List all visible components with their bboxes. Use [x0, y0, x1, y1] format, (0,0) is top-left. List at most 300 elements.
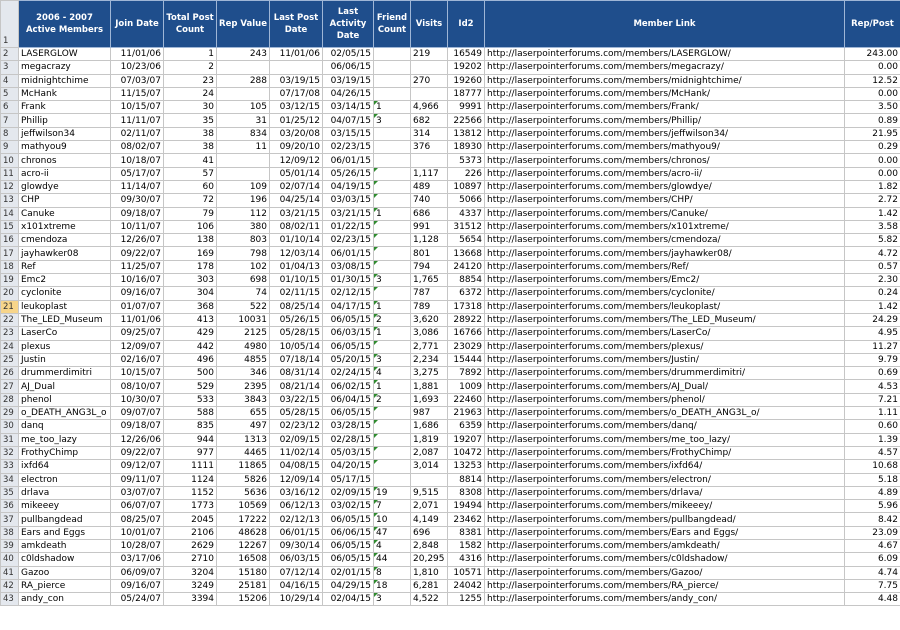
- last-post-date-cell[interactable]: 12/09/14: [270, 473, 323, 486]
- friend-count-cell[interactable]: [374, 74, 411, 87]
- member-link-cell[interactable]: http://laserpointerforums.com/members/plexus/: [485, 340, 845, 353]
- id2-cell[interactable]: 4337: [448, 207, 485, 220]
- member-link-cell[interactable]: http://laserpointerforums.com/members/acro-ii/: [485, 167, 845, 180]
- row-number[interactable]: 20: [1, 287, 19, 300]
- friend-count-cell[interactable]: [374, 154, 411, 167]
- member-link-cell[interactable]: http://laserpointerforums.com/members/mikeeey/: [485, 500, 845, 513]
- rep-per-post-cell[interactable]: 12.52: [845, 74, 900, 87]
- join-date-cell[interactable]: 08/10/07: [111, 380, 164, 393]
- post-count-cell[interactable]: 23: [164, 74, 217, 87]
- member-link-cell[interactable]: http://laserpointerforums.com/members/CHP/: [485, 194, 845, 207]
- last-post-date-cell[interactable]: 08/31/14: [270, 367, 323, 380]
- rep-per-post-cell[interactable]: 4.89: [845, 486, 900, 499]
- member-name-cell[interactable]: Gazoo: [19, 566, 111, 579]
- rep-value-cell[interactable]: 3843: [217, 393, 270, 406]
- visits-cell[interactable]: 270: [411, 74, 448, 87]
- visits-cell[interactable]: 1,686: [411, 420, 448, 433]
- friend-count-cell[interactable]: [374, 460, 411, 473]
- member-name-cell[interactable]: megacrazy: [19, 61, 111, 74]
- member-name-cell[interactable]: me_too_lazy: [19, 433, 111, 446]
- id2-cell[interactable]: 23462: [448, 513, 485, 526]
- last-post-date-cell[interactable]: 06/12/13: [270, 500, 323, 513]
- id2-cell[interactable]: 5066: [448, 194, 485, 207]
- post-count-cell[interactable]: 977: [164, 446, 217, 459]
- last-post-date-cell[interactable]: 03/20/08: [270, 127, 323, 140]
- join-date-cell[interactable]: 10/16/07: [111, 274, 164, 287]
- rep-per-post-cell[interactable]: 1.39: [845, 433, 900, 446]
- row-number[interactable]: 41: [1, 566, 19, 579]
- last-activity-date-cell[interactable]: 06/05/15: [323, 313, 374, 326]
- join-date-cell[interactable]: 08/02/07: [111, 141, 164, 154]
- row-number[interactable]: 16: [1, 234, 19, 247]
- friend-count-cell[interactable]: [374, 260, 411, 273]
- col-header-join-date[interactable]: Join Date: [111, 1, 164, 48]
- last-post-date-cell[interactable]: 07/18/14: [270, 353, 323, 366]
- last-activity-date-cell[interactable]: 04/20/15: [323, 460, 374, 473]
- row-number[interactable]: 35: [1, 486, 19, 499]
- member-link-cell[interactable]: http://laserpointerforums.com/members/Phillip/: [485, 114, 845, 127]
- last-post-date-cell[interactable]: 01/04/13: [270, 260, 323, 273]
- id2-cell[interactable]: 8854: [448, 274, 485, 287]
- friend-count-cell[interactable]: [374, 473, 411, 486]
- last-post-date-cell[interactable]: 08/21/14: [270, 380, 323, 393]
- rep-per-post-cell[interactable]: 0.60: [845, 420, 900, 433]
- join-date-cell[interactable]: 12/26/06: [111, 433, 164, 446]
- friend-count-cell[interactable]: [374, 61, 411, 74]
- id2-cell[interactable]: 13812: [448, 127, 485, 140]
- post-count-cell[interactable]: 72: [164, 194, 217, 207]
- visits-cell[interactable]: [411, 87, 448, 100]
- rep-value-cell[interactable]: 4855: [217, 353, 270, 366]
- post-count-cell[interactable]: 35: [164, 114, 217, 127]
- row-number[interactable]: 13: [1, 194, 19, 207]
- id2-cell[interactable]: 8381: [448, 526, 485, 539]
- row-number[interactable]: 30: [1, 420, 19, 433]
- last-activity-date-cell[interactable]: 06/05/15: [323, 539, 374, 552]
- row-number[interactable]: 22: [1, 313, 19, 326]
- post-count-cell[interactable]: 1773: [164, 500, 217, 513]
- visits-cell[interactable]: 1,693: [411, 393, 448, 406]
- post-count-cell[interactable]: 57: [164, 167, 217, 180]
- id2-cell[interactable]: 8814: [448, 473, 485, 486]
- rep-per-post-cell[interactable]: 8.42: [845, 513, 900, 526]
- member-name-cell[interactable]: electron: [19, 473, 111, 486]
- rep-per-post-cell[interactable]: 0.00: [845, 167, 900, 180]
- post-count-cell[interactable]: 533: [164, 393, 217, 406]
- join-date-cell[interactable]: 12/09/07: [111, 340, 164, 353]
- post-count-cell[interactable]: 1124: [164, 473, 217, 486]
- friend-count-cell[interactable]: [374, 180, 411, 193]
- member-link-cell[interactable]: http://laserpointerforums.com/members/cmendoza/: [485, 234, 845, 247]
- visits-cell[interactable]: 787: [411, 287, 448, 300]
- visits-cell[interactable]: 740: [411, 194, 448, 207]
- post-count-cell[interactable]: 106: [164, 220, 217, 233]
- rep-value-cell[interactable]: 15180: [217, 566, 270, 579]
- friend-count-cell[interactable]: 3: [374, 593, 411, 606]
- id2-cell[interactable]: 19202: [448, 61, 485, 74]
- rep-per-post-cell[interactable]: 0.89: [845, 114, 900, 127]
- rep-per-post-cell[interactable]: 1.42: [845, 207, 900, 220]
- rep-per-post-cell[interactable]: 5.96: [845, 500, 900, 513]
- visits-cell[interactable]: 3,014: [411, 460, 448, 473]
- id2-cell[interactable]: 16766: [448, 327, 485, 340]
- id2-cell[interactable]: 1582: [448, 539, 485, 552]
- post-count-cell[interactable]: 3204: [164, 566, 217, 579]
- last-activity-date-cell[interactable]: 01/22/15: [323, 220, 374, 233]
- member-name-cell[interactable]: Frank: [19, 101, 111, 114]
- post-count-cell[interactable]: 79: [164, 207, 217, 220]
- rep-value-cell[interactable]: 380: [217, 220, 270, 233]
- member-link-cell[interactable]: http://laserpointerforums.com/members/andy_con/: [485, 593, 845, 606]
- member-name-cell[interactable]: cyclonite: [19, 287, 111, 300]
- member-name-cell[interactable]: leukoplast: [19, 300, 111, 313]
- friend-count-cell[interactable]: 1: [374, 300, 411, 313]
- col-header-last-post-date[interactable]: Last Post Date: [270, 1, 323, 48]
- rep-per-post-cell[interactable]: 10.68: [845, 460, 900, 473]
- last-activity-date-cell[interactable]: 03/15/15: [323, 127, 374, 140]
- join-date-cell[interactable]: 11/11/07: [111, 114, 164, 127]
- rep-value-cell[interactable]: [217, 154, 270, 167]
- member-link-cell[interactable]: http://laserpointerforums.com/members/Ref/: [485, 260, 845, 273]
- member-name-cell[interactable]: The_LED_Museum: [19, 313, 111, 326]
- member-name-cell[interactable]: LASERGLOW: [19, 48, 111, 61]
- member-name-cell[interactable]: cmendoza: [19, 234, 111, 247]
- last-activity-date-cell[interactable]: 02/04/15: [323, 593, 374, 606]
- last-post-date-cell[interactable]: 02/23/12: [270, 420, 323, 433]
- member-name-cell[interactable]: CHP: [19, 194, 111, 207]
- rep-per-post-cell[interactable]: 4.57: [845, 446, 900, 459]
- member-name-cell[interactable]: drummerdimitri: [19, 367, 111, 380]
- member-link-cell[interactable]: http://laserpointerforums.com/members/cyclonite/: [485, 287, 845, 300]
- post-count-cell[interactable]: 138: [164, 234, 217, 247]
- last-activity-date-cell[interactable]: 06/01/15: [323, 247, 374, 260]
- join-date-cell[interactable]: 01/07/07: [111, 300, 164, 313]
- member-link-cell[interactable]: http://laserpointerforums.com/members/danq/: [485, 420, 845, 433]
- join-date-cell[interactable]: 09/11/07: [111, 473, 164, 486]
- join-date-cell[interactable]: 09/18/07: [111, 207, 164, 220]
- member-link-cell[interactable]: http://laserpointerforums.com/members/megacrazy/: [485, 61, 845, 74]
- post-count-cell[interactable]: 3394: [164, 593, 217, 606]
- visits-cell[interactable]: 1,128: [411, 234, 448, 247]
- join-date-cell[interactable]: 09/25/07: [111, 327, 164, 340]
- member-link-cell[interactable]: http://laserpointerforums.com/members/jayhawker08/: [485, 247, 845, 260]
- visits-cell[interactable]: 1,881: [411, 380, 448, 393]
- visits-cell[interactable]: 2,071: [411, 500, 448, 513]
- member-link-cell[interactable]: http://laserpointerforums.com/members/Emc2/: [485, 274, 845, 287]
- member-name-cell[interactable]: danq: [19, 420, 111, 433]
- visits-cell[interactable]: 696: [411, 526, 448, 539]
- friend-count-cell[interactable]: 2: [374, 313, 411, 326]
- join-date-cell[interactable]: 09/16/07: [111, 579, 164, 592]
- post-count-cell[interactable]: 3249: [164, 579, 217, 592]
- rep-per-post-cell[interactable]: 4.53: [845, 380, 900, 393]
- join-date-cell[interactable]: 10/15/07: [111, 367, 164, 380]
- friend-count-cell[interactable]: [374, 48, 411, 61]
- rep-value-cell[interactable]: 10031: [217, 313, 270, 326]
- post-count-cell[interactable]: 368: [164, 300, 217, 313]
- last-post-date-cell[interactable]: 03/12/15: [270, 101, 323, 114]
- id2-cell[interactable]: 15444: [448, 353, 485, 366]
- last-post-date-cell[interactable]: 03/19/15: [270, 74, 323, 87]
- rep-value-cell[interactable]: [217, 61, 270, 74]
- rep-per-post-cell[interactable]: 3.58: [845, 220, 900, 233]
- member-link-cell[interactable]: http://laserpointerforums.com/members/c0ldshadow/: [485, 553, 845, 566]
- visits-cell[interactable]: 6,281: [411, 579, 448, 592]
- row-number[interactable]: 1: [1, 1, 19, 48]
- last-post-date-cell[interactable]: 05/01/14: [270, 167, 323, 180]
- id2-cell[interactable]: 31512: [448, 220, 485, 233]
- last-activity-date-cell[interactable]: 03/19/15: [323, 74, 374, 87]
- member-name-cell[interactable]: jeffwilson34: [19, 127, 111, 140]
- last-activity-date-cell[interactable]: 05/03/15: [323, 446, 374, 459]
- row-number[interactable]: 15: [1, 220, 19, 233]
- rep-value-cell[interactable]: 15206: [217, 593, 270, 606]
- friend-count-cell[interactable]: [374, 141, 411, 154]
- row-number[interactable]: 28: [1, 393, 19, 406]
- id2-cell[interactable]: 13668: [448, 247, 485, 260]
- last-post-date-cell[interactable]: 04/16/15: [270, 579, 323, 592]
- last-post-date-cell[interactable]: 01/10/14: [270, 234, 323, 247]
- rep-value-cell[interactable]: 196: [217, 194, 270, 207]
- visits-cell[interactable]: 801: [411, 247, 448, 260]
- row-number[interactable]: 9: [1, 141, 19, 154]
- join-date-cell[interactable]: 03/17/06: [111, 553, 164, 566]
- last-activity-date-cell[interactable]: 03/08/15: [323, 260, 374, 273]
- id2-cell[interactable]: 21963: [448, 407, 485, 420]
- id2-cell[interactable]: 22460: [448, 393, 485, 406]
- member-link-cell[interactable]: http://laserpointerforums.com/members/Canuke/: [485, 207, 845, 220]
- col-header-member-link[interactable]: Member Link: [485, 1, 845, 48]
- last-activity-date-cell[interactable]: 06/05/15: [323, 553, 374, 566]
- row-number[interactable]: 33: [1, 460, 19, 473]
- post-count-cell[interactable]: 2710: [164, 553, 217, 566]
- friend-count-cell[interactable]: [374, 127, 411, 140]
- friend-count-cell[interactable]: [374, 247, 411, 260]
- post-count-cell[interactable]: 2: [164, 61, 217, 74]
- join-date-cell[interactable]: 10/18/07: [111, 154, 164, 167]
- visits-cell[interactable]: 1,819: [411, 433, 448, 446]
- rep-value-cell[interactable]: 4465: [217, 446, 270, 459]
- rep-per-post-cell[interactable]: 0.69: [845, 367, 900, 380]
- rep-per-post-cell[interactable]: 4.67: [845, 539, 900, 552]
- id2-cell[interactable]: 16549: [448, 48, 485, 61]
- visits-cell[interactable]: 794: [411, 260, 448, 273]
- member-link-cell[interactable]: http://laserpointerforums.com/members/FrothyChimp/: [485, 446, 845, 459]
- last-post-date-cell[interactable]: 06/03/15: [270, 553, 323, 566]
- row-number[interactable]: 10: [1, 154, 19, 167]
- member-link-cell[interactable]: http://laserpointerforums.com/members/jeffwilson34/: [485, 127, 845, 140]
- post-count-cell[interactable]: 1: [164, 48, 217, 61]
- col-header-friend-count[interactable]: Friend Count: [374, 1, 411, 48]
- last-post-date-cell[interactable]: 09/20/10: [270, 141, 323, 154]
- member-link-cell[interactable]: http://laserpointerforums.com/members/mathyou9/: [485, 141, 845, 154]
- join-date-cell[interactable]: 11/25/07: [111, 260, 164, 273]
- visits-cell[interactable]: 1,765: [411, 274, 448, 287]
- visits-cell[interactable]: 2,848: [411, 539, 448, 552]
- member-name-cell[interactable]: drlava: [19, 486, 111, 499]
- member-name-cell[interactable]: ixfd64: [19, 460, 111, 473]
- rep-per-post-cell[interactable]: 1.82: [845, 180, 900, 193]
- last-post-date-cell[interactable]: 02/09/15: [270, 433, 323, 446]
- member-link-cell[interactable]: http://laserpointerforums.com/members/LASERGLOW/: [485, 48, 845, 61]
- last-post-date-cell[interactable]: 03/16/12: [270, 486, 323, 499]
- member-link-cell[interactable]: http://laserpointerforums.com/members/RA_pierce/: [485, 579, 845, 592]
- friend-count-cell[interactable]: [374, 234, 411, 247]
- visits-cell[interactable]: 1,810: [411, 566, 448, 579]
- friend-count-cell[interactable]: 4: [374, 539, 411, 552]
- col-header-visits[interactable]: Visits: [411, 1, 448, 48]
- id2-cell[interactable]: 10472: [448, 446, 485, 459]
- id2-cell[interactable]: 1255: [448, 593, 485, 606]
- member-link-cell[interactable]: http://laserpointerforums.com/members/Justin/: [485, 353, 845, 366]
- friend-count-cell[interactable]: 3: [374, 114, 411, 127]
- member-name-cell[interactable]: glowdye: [19, 180, 111, 193]
- id2-cell[interactable]: 24042: [448, 579, 485, 592]
- join-date-cell[interactable]: 02/11/07: [111, 127, 164, 140]
- member-name-cell[interactable]: AJ_Dual: [19, 380, 111, 393]
- visits-cell[interactable]: 3,275: [411, 367, 448, 380]
- rep-value-cell[interactable]: [217, 167, 270, 180]
- visits-cell[interactable]: 489: [411, 180, 448, 193]
- join-date-cell[interactable]: 07/03/07: [111, 74, 164, 87]
- last-activity-date-cell[interactable]: 02/01/15: [323, 566, 374, 579]
- visits-cell[interactable]: [411, 473, 448, 486]
- visits-cell[interactable]: 9,515: [411, 486, 448, 499]
- rep-value-cell[interactable]: [217, 87, 270, 100]
- friend-count-cell[interactable]: 2: [374, 393, 411, 406]
- col-header-last-activity-date[interactable]: Last Activity Date: [323, 1, 374, 48]
- last-activity-date-cell[interactable]: 06/04/15: [323, 393, 374, 406]
- post-count-cell[interactable]: 60: [164, 180, 217, 193]
- friend-count-cell[interactable]: 4: [374, 367, 411, 380]
- row-number[interactable]: 5: [1, 87, 19, 100]
- join-date-cell[interactable]: 09/30/07: [111, 194, 164, 207]
- last-post-date-cell[interactable]: 03/21/15: [270, 207, 323, 220]
- last-post-date-cell[interactable]: 05/26/15: [270, 313, 323, 326]
- rep-per-post-cell[interactable]: 11.27: [845, 340, 900, 353]
- member-name-cell[interactable]: acro-ii: [19, 167, 111, 180]
- rep-value-cell[interactable]: 497: [217, 420, 270, 433]
- rep-per-post-cell[interactable]: 2.72: [845, 194, 900, 207]
- visits-cell[interactable]: 686: [411, 207, 448, 220]
- member-link-cell[interactable]: http://laserpointerforums.com/members/chronos/: [485, 154, 845, 167]
- member-link-cell[interactable]: http://laserpointerforums.com/members/McHank/: [485, 87, 845, 100]
- last-post-date-cell[interactable]: 05/28/15: [270, 407, 323, 420]
- rep-per-post-cell[interactable]: 0.29: [845, 141, 900, 154]
- member-link-cell[interactable]: http://laserpointerforums.com/members/glowdye/: [485, 180, 845, 193]
- id2-cell[interactable]: 8308: [448, 486, 485, 499]
- member-name-cell[interactable]: mathyou9: [19, 141, 111, 154]
- post-count-cell[interactable]: 38: [164, 141, 217, 154]
- member-link-cell[interactable]: http://laserpointerforums.com/members/AJ_Dual/: [485, 380, 845, 393]
- friend-count-cell[interactable]: [374, 87, 411, 100]
- row-number[interactable]: 24: [1, 340, 19, 353]
- row-number[interactable]: 40: [1, 553, 19, 566]
- rep-per-post-cell[interactable]: 1.11: [845, 407, 900, 420]
- member-name-cell[interactable]: x101xtreme: [19, 220, 111, 233]
- visits-cell[interactable]: 987: [411, 407, 448, 420]
- friend-count-cell[interactable]: 1: [374, 101, 411, 114]
- member-name-cell[interactable]: o_DEATH_ANG3L_o: [19, 407, 111, 420]
- rep-per-post-cell[interactable]: 3.50: [845, 101, 900, 114]
- rep-value-cell[interactable]: 5636: [217, 486, 270, 499]
- row-number[interactable]: 43: [1, 593, 19, 606]
- last-activity-date-cell[interactable]: 06/05/15: [323, 513, 374, 526]
- join-date-cell[interactable]: 10/15/07: [111, 101, 164, 114]
- row-number[interactable]: 2: [1, 48, 19, 61]
- row-number[interactable]: 19: [1, 274, 19, 287]
- rep-value-cell[interactable]: 11865: [217, 460, 270, 473]
- last-activity-date-cell[interactable]: 02/24/15: [323, 367, 374, 380]
- post-count-cell[interactable]: 1111: [164, 460, 217, 473]
- rep-per-post-cell[interactable]: 21.95: [845, 127, 900, 140]
- row-number[interactable]: 23: [1, 327, 19, 340]
- friend-count-cell[interactable]: 1: [374, 207, 411, 220]
- rep-value-cell[interactable]: 655: [217, 407, 270, 420]
- rep-value-cell[interactable]: 16508: [217, 553, 270, 566]
- last-post-date-cell[interactable]: 04/25/14: [270, 194, 323, 207]
- member-name-cell[interactable]: jayhawker08: [19, 247, 111, 260]
- visits-cell[interactable]: 314: [411, 127, 448, 140]
- friend-count-cell[interactable]: 3: [374, 274, 411, 287]
- rep-per-post-cell[interactable]: 6.09: [845, 553, 900, 566]
- rep-per-post-cell[interactable]: 243.00: [845, 48, 900, 61]
- visits-cell[interactable]: 4,149: [411, 513, 448, 526]
- rep-value-cell[interactable]: 288: [217, 74, 270, 87]
- rep-value-cell[interactable]: 105: [217, 101, 270, 114]
- col-header-rep-value[interactable]: Rep Value: [217, 1, 270, 48]
- member-name-cell[interactable]: midnightchime: [19, 74, 111, 87]
- friend-count-cell[interactable]: [374, 220, 411, 233]
- last-activity-date-cell[interactable]: 02/28/15: [323, 433, 374, 446]
- join-date-cell[interactable]: 08/25/07: [111, 513, 164, 526]
- rep-value-cell[interactable]: 4980: [217, 340, 270, 353]
- row-number[interactable]: 31: [1, 433, 19, 446]
- member-name-cell[interactable]: Emc2: [19, 274, 111, 287]
- rep-per-post-cell[interactable]: 4.48: [845, 593, 900, 606]
- friend-count-cell[interactable]: 18: [374, 579, 411, 592]
- rep-per-post-cell[interactable]: 4.72: [845, 247, 900, 260]
- visits-cell[interactable]: 219: [411, 48, 448, 61]
- rep-value-cell[interactable]: 834: [217, 127, 270, 140]
- visits-cell[interactable]: [411, 61, 448, 74]
- member-link-cell[interactable]: http://laserpointerforums.com/members/ixfd64/: [485, 460, 845, 473]
- post-count-cell[interactable]: 304: [164, 287, 217, 300]
- rep-per-post-cell[interactable]: 0.00: [845, 154, 900, 167]
- row-number[interactable]: 8: [1, 127, 19, 140]
- last-post-date-cell[interactable]: 12/03/14: [270, 247, 323, 260]
- id2-cell[interactable]: 226: [448, 167, 485, 180]
- last-activity-date-cell[interactable]: 01/30/15: [323, 274, 374, 287]
- join-date-cell[interactable]: 11/15/07: [111, 87, 164, 100]
- member-name-cell[interactable]: chronos: [19, 154, 111, 167]
- last-post-date-cell[interactable]: 06/01/15: [270, 526, 323, 539]
- col-header-members[interactable]: 2006 - 2007 Active Members: [19, 1, 111, 48]
- id2-cell[interactable]: 17318: [448, 300, 485, 313]
- visits-cell[interactable]: 682: [411, 114, 448, 127]
- post-count-cell[interactable]: 496: [164, 353, 217, 366]
- id2-cell[interactable]: 19207: [448, 433, 485, 446]
- member-name-cell[interactable]: andy_con: [19, 593, 111, 606]
- member-name-cell[interactable]: Canuke: [19, 207, 111, 220]
- last-post-date-cell[interactable]: 02/11/15: [270, 287, 323, 300]
- post-count-cell[interactable]: 303: [164, 274, 217, 287]
- rep-value-cell[interactable]: 74: [217, 287, 270, 300]
- rep-per-post-cell[interactable]: 23.09: [845, 526, 900, 539]
- col-header-total-post-count[interactable]: Total Post Count: [164, 1, 217, 48]
- id2-cell[interactable]: 6359: [448, 420, 485, 433]
- row-number[interactable]: 26: [1, 367, 19, 380]
